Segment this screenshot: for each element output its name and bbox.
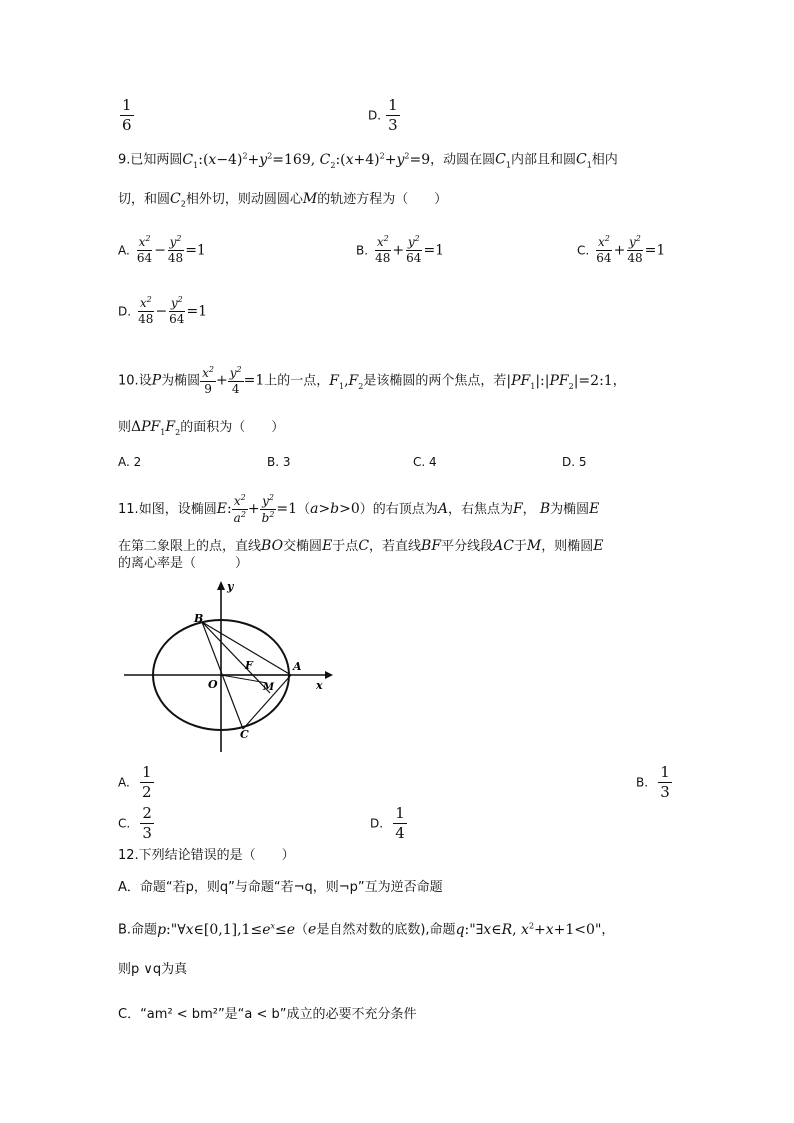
label-B: B bbox=[194, 612, 204, 625]
q11-ellipse-figure bbox=[120, 578, 340, 754]
q11-option-b: B. $\frac{1}{3}$ bbox=[636, 763, 670, 801]
x-axis-arrow-icon bbox=[325, 671, 333, 679]
q9-stem-line1: 9.已知两圆$C_1:(x-4)^2+y^2=169$, $C_2:(x+4)^2+y^2=9$，动圆在圆$C_1$内部且和圆$C_1$相内 bbox=[118, 151, 618, 170]
y-axis-arrow-icon bbox=[217, 581, 225, 590]
q10-stem-line1: 10.设P为椭圆 $\frac{x^2}{9}$ + $\frac{y^2}{4}$ =1上的一点，$F_1,F_2$是该椭圆的两个焦点，若$|PF_1|:|PF_2|=2:1$， bbox=[118, 365, 626, 397]
q9-option-a: A. $\frac{x^2}{64}$ − $\frac{y^2}{48}$ =1 bbox=[118, 234, 206, 266]
q12-option-b-line1: B.命题$p:"\forall x\in[0,1],1\le e^x\le e(e$是自然对数的底数),命题q:"∃x∈R, $x^2+x+1<0$"， bbox=[118, 921, 615, 938]
q11-option-d: D. $\frac{1}{4}$ bbox=[370, 804, 405, 842]
q10-option-a: A. 2 bbox=[118, 455, 142, 469]
segment-OM bbox=[221, 675, 267, 683]
label-M: M bbox=[263, 682, 275, 693]
q11-stem-line3: 的离心率是（ ） bbox=[118, 556, 249, 571]
q12-stem: 12.下列结论错误的是（ ） bbox=[118, 848, 295, 863]
label-C: C bbox=[240, 728, 249, 741]
q10-option-c: C. 4 bbox=[413, 455, 437, 469]
q12-option-a: A．命题“若p，则q”与命题“若¬q，则¬p”互为逆否命题 bbox=[118, 880, 443, 895]
q12-option-c: C．“am² < bm²”是“a < b”成立的必要不充分条件 bbox=[118, 1007, 417, 1022]
label-O: O bbox=[208, 678, 218, 691]
top-option-left bbox=[120, 97, 134, 133]
q11-option-a: A. $\frac{1}{2}$ bbox=[118, 763, 152, 801]
label-x: x bbox=[316, 679, 323, 692]
q10-stem-line2: 则$\Delta PF_1F_2$的面积为（ ） bbox=[118, 419, 285, 437]
fraction-one-third: $\frac{1}{3}$ bbox=[388, 96, 398, 134]
q9-stem-line2: 切，和圆$C_2$相外切，则动圆圆心M的轨迹方程为（ ） bbox=[118, 191, 448, 209]
q11-stem-line1: 11.如图，设椭圆E: $\frac{x^2}{a^2}$ + $\frac{y^2}{b^2}$ =1（a>b>0）的右顶点为A，右焦点为F， B为椭圆E bbox=[118, 493, 600, 526]
label-y: y bbox=[227, 580, 234, 593]
top-option-d: D. $\frac{1}{3}$ bbox=[368, 96, 398, 134]
q9-circles-equation: $C_1:(x-4)^2+y^2=169$, $C_2:(x+4)^2+y^2=9$ bbox=[182, 151, 431, 170]
q10-option-d: D. 5 bbox=[562, 455, 587, 469]
q9-option-b: B. $\frac{x^2}{48}$ + $\frac{y^2}{64}$ =1 bbox=[356, 234, 445, 266]
q12-option-b-line2: 则p ∨q为真 bbox=[118, 962, 188, 977]
label-A: A bbox=[293, 660, 302, 673]
q9-option-d: D. $\frac{x^2}{48}$ − $\frac{y^2}{64}$ =1 bbox=[118, 295, 208, 327]
q11-stem-line2: 在第二象限上的点，直线BO交椭圆E于点C，若直线BF平分线段AC于M，则椭圆E bbox=[118, 538, 604, 554]
label-F: F bbox=[245, 659, 253, 672]
q10-option-b: B. 3 bbox=[267, 455, 291, 469]
q11-option-c: C. $\frac{2}{3}$ bbox=[118, 804, 152, 842]
q9-option-c: C. $\frac{x^2}{64}$ + $\frac{y^2}{48}$ =1 bbox=[577, 234, 666, 266]
fraction-one-sixth: $\frac{1}{6}$ bbox=[122, 96, 132, 134]
